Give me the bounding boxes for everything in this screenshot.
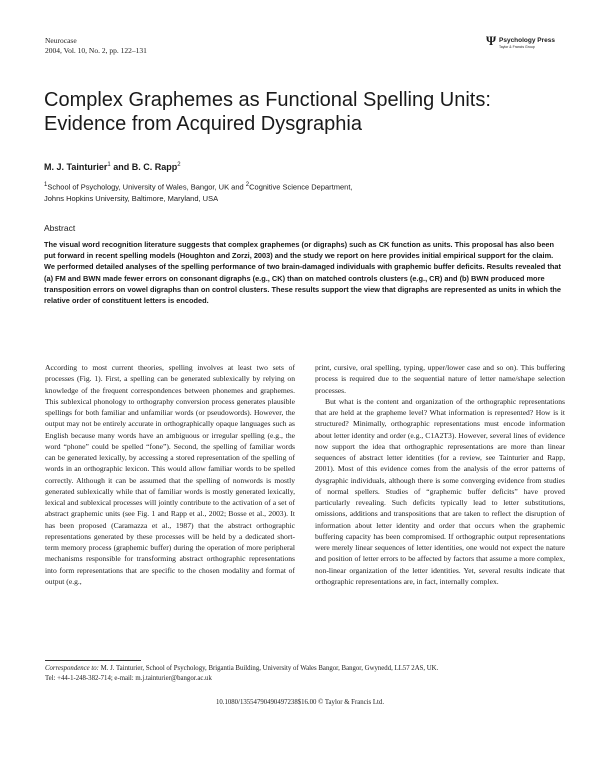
publisher-subtitle: Taylor & Francis Group — [499, 45, 535, 49]
abstract-heading: Abstract — [44, 223, 76, 233]
title-line-2: Evidence from Acquired Dysgraphia — [44, 113, 362, 135]
body-column-right — [315, 362, 565, 587]
body-paragraph: According to most current theories, spelling involves at least two sets of processes (Fig. 1). First, a spelling can be generated sublexically by relying on knowledge of the frequent correspondences between phonemes and graphemes. This sublexical phonology to orthography conversion process generates plausible spellings for both familiar and unfamiliar words (or pseudowords). However, the output may not be entirely accurate in orthographically opaque languages such as English because many words have an ambiguous or irregular spelling (e.g., the word “phone” could be spelled “fone”). Second, the spelling of familiar words can be generated lexically, by accessing a stored representation of the spelling of words in an orthographic lexicon. This would allow familiar words to be spelled correctly. Although it can be assumed that the spelling of nonwords is mostly generated sublexically while that of familiar words is mostly generated lexically, lexical and sublexical processes will jointly contribute to the activation of a set of abstract graphemic units (see Fig. 1 and Rapp et al., 2002; Bosse et al., 2003). It has been proposed (Caramazza et al., 1987) that the abstract orthographic representations generated by these processes will be held by a dedicated short-term memory process (graphemic buffer) during the operation of more peripheral mechanisms responsible for transforming abstract orthographic representations into form representations that are specific to the chosen modality and format of output (e.g., — [45, 363, 295, 586]
body-paragraph: But what is the content and organization of the orthographic representations that are held at the grapheme level? What information is represented? How is it structured? Minimally, orthographic representations must encode information about letter identity and order (e.g., C1A2T3). However, several lines of evidence now support the idea that orthographic representations are more than linear sequences of abstract letter identities (for a review, see Tainturier and Rapp, 2001). Most of this evidence comes from the analysis of the error patterns of dysgraphic individuals, although there is some converging evidence from studies of normal spellers. Studies of “graphemic buffer deficits” have proved particularly revealing. Such deficits typically lead to letter substitutions, omissions, additions and transpositions that are taken to reflect the disruption of information about letter identity and order that occurs when the graphemic buffering capacity has been compromised. If orthographic output representations were merely linear sequences of letter identities, one would not expect the nature and position of letter errors to be affected by factors that assume a more complex, non-linear organization of the letter identities. Yet, several results indicate that orthographic representations are, in fact, internally complex. — [315, 396, 565, 586]
journal-citation — [45, 36, 147, 56]
publisher-name: Psychology Press — [499, 37, 555, 44]
title-line-1: Complex Graphemes as Functional Spelling Units: — [44, 89, 491, 111]
footnote-divider — [45, 660, 141, 661]
body-paragraph: print, cursive, oral spelling, typing, upper/lower case and so on). This buffering process is required due to the sequential nature of letter name/shape selection processes. — [315, 363, 565, 395]
author-1-sup: 1 — [107, 162, 111, 168]
doi-line: 10.1080/13554790490497238$16.00 © Taylor & Francis Ltd. — [215, 699, 385, 706]
footnote-label: Correspondence to: — [45, 665, 99, 672]
affil-line-2: Johns Hopkins University, Baltimore, Maryland, USA — [44, 193, 219, 203]
abstract-text: The visual word recognition literature suggests that complex graphemes (or digraphs) such as CK function as units. This proposal has also been put forward in recent spelling models (Houghton and Zorzi, 2003) and the study we report on here provides initial empirical support for the claim. We performed detailed analyses of the spelling performance of two brain-damaged individuals with graphemic buffer deficits. Results revealed that (a) FM and BWN made fewer errors on consonant digraphs (e.g., CK) than on matched controls clusters (e.g., CR) and (b) BWN produced more transposition errors on vowel digraphs than on control clusters. These results support the view that digraphs are represented as units in which the relative order of constituent letters is encoded. — [44, 240, 562, 306]
affil-text-1: School of Psychology, University of Wales, Bangor, UK and — [47, 182, 246, 192]
footnote-contact: Tel: +44-1-248-382-714; e-mail: m.j.tainturier@bangor.ac.uk — [45, 674, 212, 682]
authors — [44, 159, 181, 173]
journal-volume: 2004, Vol. 10, No. 2, pp. 122–131 — [45, 46, 147, 55]
affil-sup-1: 1 — [44, 182, 48, 188]
journal-name: Neurocase — [45, 36, 77, 45]
author-2: B. C. Rapp — [131, 162, 178, 172]
affil-sup-2: 2 — [245, 182, 250, 188]
author-2-sup: 2 — [177, 162, 181, 168]
footnote-text: M. J. Tainturier, School of Psychology, Brigantia Building, University of Wales Bangor, Bangor, Gwynedd, LL57 2AS, UK. — [98, 665, 439, 672]
affiliations — [44, 180, 564, 204]
affil-text-2: Cognitive Science Department, — [249, 182, 353, 192]
body-column-left — [45, 362, 295, 587]
author-joiner: and — [110, 162, 132, 172]
author-1: M. J. Tainturier — [44, 162, 108, 172]
psi-logo-icon: Ψ — [486, 33, 497, 48]
paper-title — [44, 88, 564, 136]
correspondence-footnote — [45, 664, 565, 683]
